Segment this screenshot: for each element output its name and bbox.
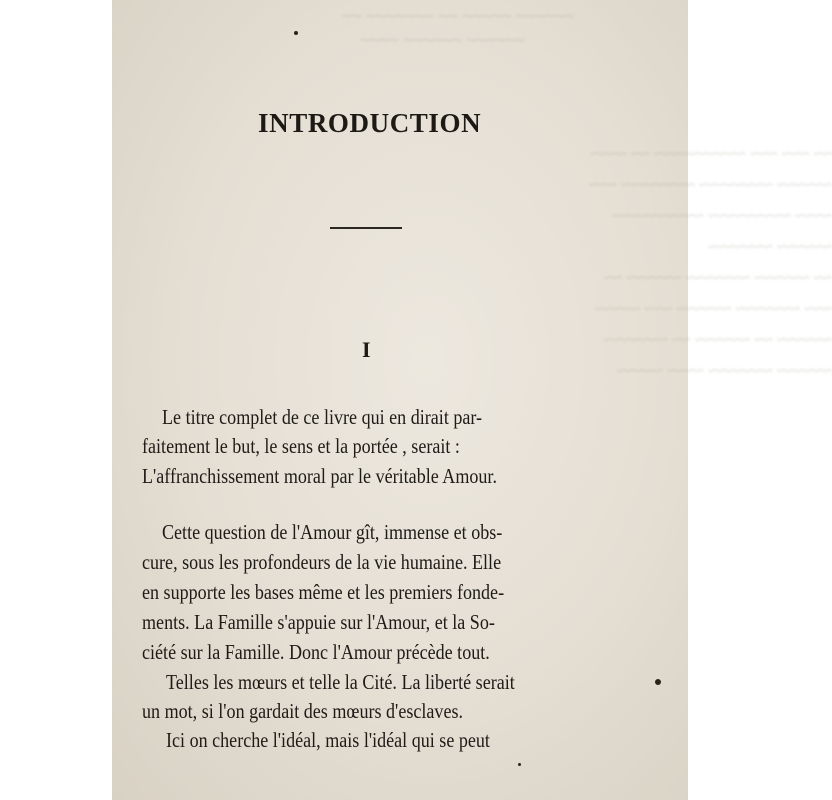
paragraph-3-line-1: Telles les mœurs et telle la Cité. La liberté serait bbox=[166, 670, 515, 694]
chapter-heading: INTRODUCTION bbox=[258, 108, 482, 138]
show-through-top: ~~ ~~~~~~~ ~~ ~~~~~ ~~~~~~ ~~~~ ~~~~~~ ~~~~~~ bbox=[342, 6, 575, 50]
paragraph-2-line-5: ciété sur la Famille. Donc l'Amour précède tout. bbox=[142, 640, 490, 664]
paragraph-1-line-3: L'affranchissement moral par le véritable Amour. bbox=[142, 464, 497, 488]
section-number: I bbox=[362, 337, 371, 362]
paragraph-1-line-2: faitement le but, le sens et la portée , serait : bbox=[142, 434, 460, 458]
paragraph-3-line-2: un mot, si l'on gardait des mœurs d'esclaves. bbox=[142, 699, 464, 723]
heading-rule bbox=[330, 227, 402, 229]
page-text bbox=[112, 0, 688, 800]
paragraph-1-line-1: Le titre complet de ce livre qui en dirait par- bbox=[162, 405, 483, 429]
ink-speck bbox=[518, 763, 521, 766]
paragraph-2-line-3: en supporte les bases même et les premiers fonde- bbox=[142, 580, 505, 604]
paragraph-2-line-1: Cette question de l'Amour gît, immense et obs- bbox=[162, 520, 503, 544]
ink-speck bbox=[294, 31, 298, 35]
show-through-right: ~~ ~~~ ~~~ ~~~~~~~~~~ ~~ ~~~~ ~~~~~~ ~~~~~~~~ ~~~~~~~~ ~~~ ~~~~ ~~~~~~~~~ ~~~~~~~~~~ ~~~~~~ ~~~~~~~ ~~ ~~~~~~ ~~~~~~~ ~~~~~~ ~~ ~~~ ~~~~~~~ ~~~~~~ ~~~ ~~~~~ ~~~~~~ ~~ ~~~~~~ ~~ ~~~~~~~ ~~~~~~ ~~~~~~~ ~~~~ ~~~~~ bbox=[589, 144, 832, 380]
book-page bbox=[112, 0, 832, 800]
paragraph-2-line-4: ments. La Famille s'appuie sur l'Amour, et la So- bbox=[142, 610, 495, 634]
paragraph-4-line-1: Ici on cherche l'idéal, mais l'idéal qui se peut bbox=[166, 728, 490, 752]
ink-speck bbox=[655, 679, 661, 685]
paragraph-2-line-2: cure, sous les profondeurs de la vie humaine. Elle bbox=[142, 550, 502, 574]
